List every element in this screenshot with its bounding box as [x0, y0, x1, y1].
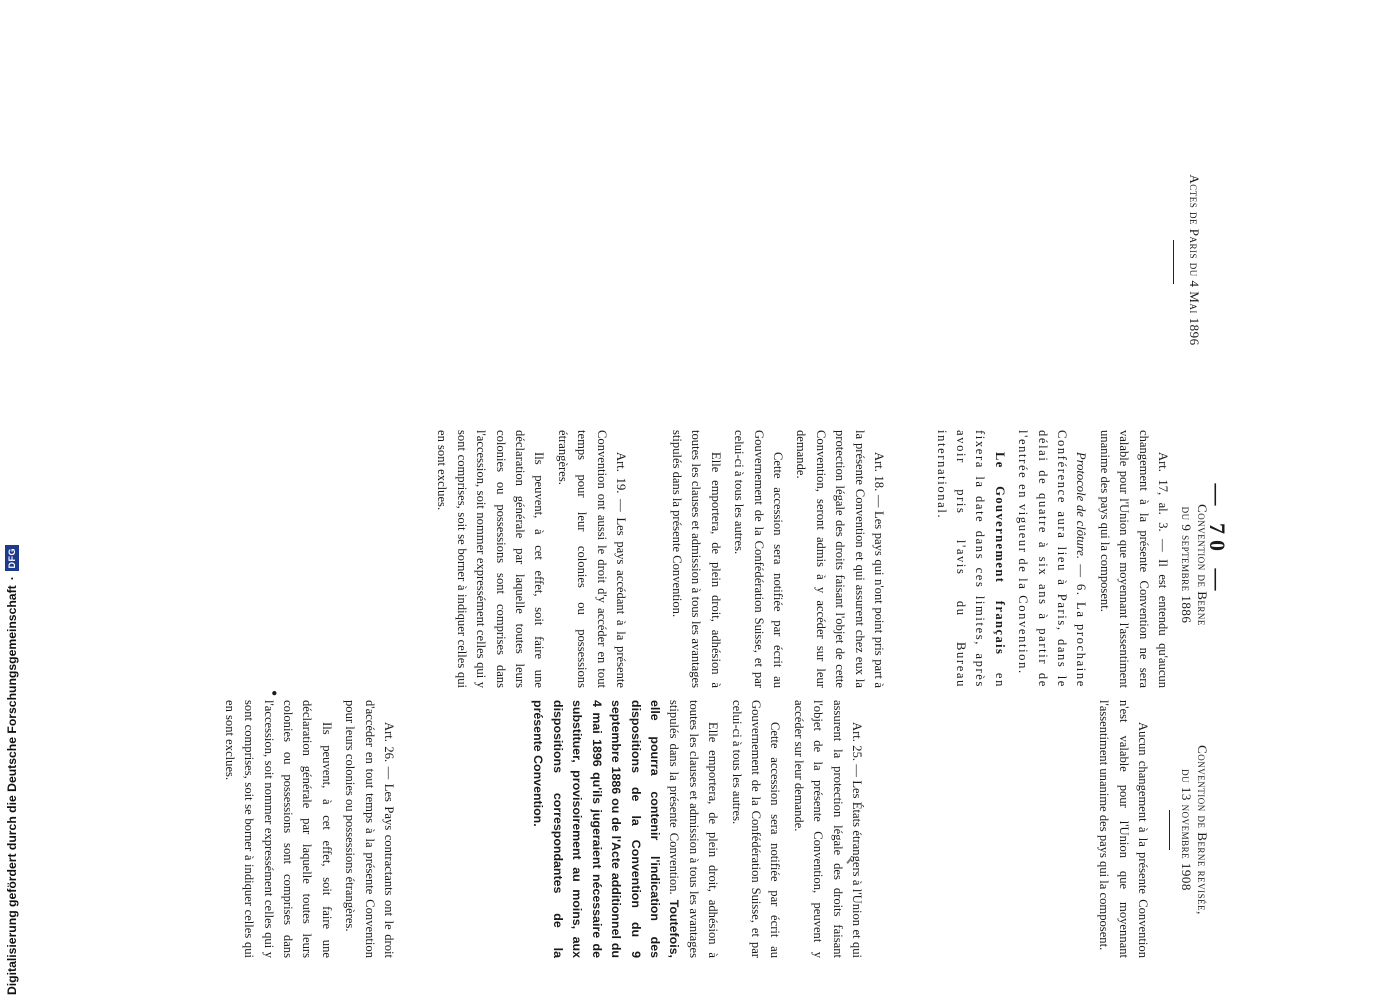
right-header-rule [1169, 810, 1170, 850]
left-column-header [1186, 100, 1202, 420]
bottom-right-column [219, 700, 398, 958]
art25-toutefois-bold: Toutefois, elle pourra contenir l'indication des dispositions de la Convention du 9 septembre 1886 ou de l'Acte additionnel du 4 mai 1896 qu'ils jugeraient nécessaire de substituer, provisoirement au moins, aux dispositions correspondantes de la présente Convention. [531, 700, 682, 958]
top-right-column [1094, 700, 1152, 958]
art25-emportera-paragraph [528, 700, 722, 958]
art26-peuvent-paragraph: Ils peuvent, à cet effet, soit faire une déclaration générale par laquelle toutes leurs colonies ou possessions sont comprises dans l'accession, soit nommer expressément celles qui y sont comprises, soit se borner à indiquer celles qui en sont exclues. [222, 700, 334, 958]
top-middle-column [931, 430, 1172, 688]
gouvernement-text: en fixera la date dans ces limites, après avoir pris l'avis du Bureau international. [934, 430, 1007, 688]
middle-header-line1: Convention de Berne [1195, 504, 1210, 626]
right-header-line2: du 13 novembre 1908 [1179, 769, 1194, 891]
gouvernement-strong: Le Gouvernement français [992, 452, 1007, 656]
art19-paragraph: Art. 19. — Les pays accédant à la présente Convention ont aussi le droit d'y accéder en tout temps pour leur colonies ou possessions étrangères. [555, 430, 628, 688]
art18-accession-paragraph: Cette accession sera notifiée par écrit au Gouvernement de la Confédération Suisse, et par celui-ci à tous les autres. [732, 430, 785, 688]
middle-right-column [528, 700, 866, 958]
middle-middle-column [667, 430, 888, 688]
aucun-changement-paragraph: Aucun changement à la présente Convention n'est valable pour l'Union que moyennant l'assentiment unanime des pays qui la composent. [1097, 700, 1150, 958]
left-header-rule [1173, 240, 1174, 284]
art18-emportera-paragraph: Elle emportera, de plein droit, adhésion à toutes les clauses et admission à tous les avantages stipulés dans la présente Convention. [669, 430, 723, 688]
rotated-page [120, 40, 1230, 980]
art19-peuvent-paragraph: Ils peuvent, à cet effet, soit faire une déclaration générale par laquelle toutes leurs colonies ou possessions sont comprises dans l'accession, soit nommer expressément celles qui y sont comprises, soit se borner à indiquer celles qui en sont exclues. [435, 430, 547, 688]
digitization-credit [5, 545, 19, 995]
middle-header-line2: du 9 septembre 1886 [1179, 506, 1194, 624]
left-header-line1: Actes de Paris du 4 Mai 1896 [1187, 174, 1202, 346]
middle-column-header [1178, 430, 1210, 700]
scan-dot-mark: • [264, 690, 284, 697]
dfg-logo: DFG [5, 545, 19, 571]
credit-text: Digitalisierung gefördert durch die Deutsche Forschungsgemeinschaft [5, 585, 19, 995]
protocole-label: Protocole de clôture. [1074, 452, 1089, 560]
art25-emportera-plain: Elle emportera, de plein droit, adhésion à toutes les clauses et admission à tous les avantages stipulés dans la présente Convention. [667, 700, 721, 958]
right-column-header [1178, 690, 1210, 970]
art25-paragraph: Art. 25. — Les États étrangers à l'Union et qui assurent la protection légale des droits faisant l'objet de la présente Convention, peuvent y accéder sur leur demande. [791, 700, 864, 958]
credit-separator: · [5, 576, 19, 581]
art25-accession-paragraph: Cette accession sera notifiée par écrit au Gouvernement de la Confédération Suisse, et par celui-ci à tous les autres. [729, 700, 783, 958]
protocole-text: — 6. La prochaine Conférence aura lieu à Paris, dans le délai de quatre à six ans à partir de l'entrée en vigueur de la Convention. [1016, 430, 1089, 688]
right-header-line1: Convention de Berne revisée, [1195, 745, 1210, 915]
art18-paragraph: Art. 18. — Les pays qui n'ont point pris part à la présente Convention et qui assurent chez eux la protection légale des droits faisant l'objet de cette Convention, seront admis à y accéder sur leur demande. [794, 430, 886, 688]
page-number: — 70 — [1205, 483, 1230, 597]
gouvernement-paragraph [931, 430, 1009, 688]
art26-paragraph: Art. 26. — Les Pays contractants ont le droit d'accéder en tout temps à la présente Convention pour leurs colonies ou possessions étrangères. [343, 700, 396, 958]
protocole-paragraph [1013, 430, 1091, 688]
art17-paragraph: Art. 17, al. 3. — Il est entendu qu'aucun changement à la présente Convention ne sera valable pour l'Union que moyennant l'assentiment unanime des pays qui la composent. [1097, 430, 1170, 688]
bottom-middle-column [432, 430, 630, 688]
